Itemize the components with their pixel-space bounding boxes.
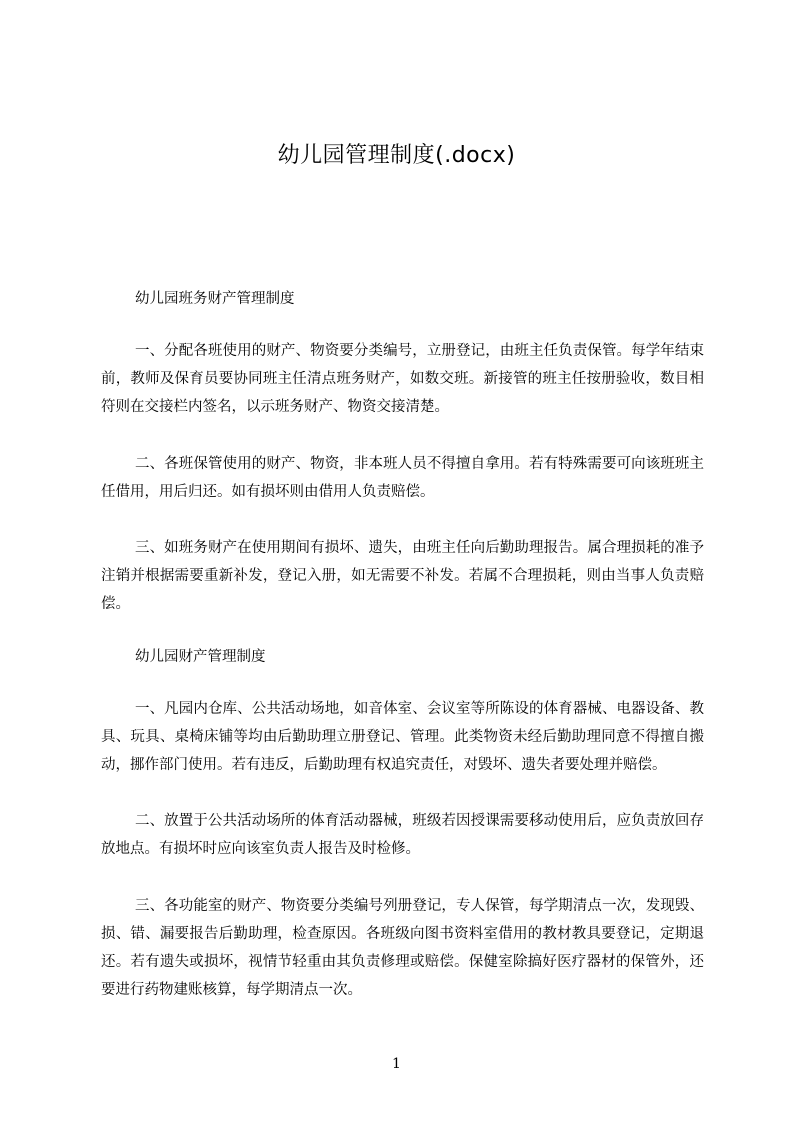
document-title: 幼儿园管理制度(.docx)	[277, 143, 516, 168]
section-heading: 幼儿园班务财产管理制度	[135, 291, 295, 307]
paragraph: 二、放置于公共活动场所的体育活动器械，班级若因授课需要移动使用后，应负责放回存放地点。有损坏时应向该室负责人报告及时检修。	[101, 813, 704, 858]
paragraph: 三、各功能室的财产、物资要分类编号列册登记，专人保管，每学期清点一次，发现毁、损、错、漏要报告后勤助理，检查原因。各班级向图书资料室借用的教材教具要登记，定期退还。若有遗失或损坏，视情节轻重由其负责修理或赔偿。保健室除搞好医疗器材的保管外，还要进行药物建账核算，每学期清点一次。	[101, 897, 704, 999]
spacer	[101, 506, 704, 534]
spacer	[101, 619, 704, 647]
paragraph: 一、分配各班使用的财产、物资要分类编号，立册登记，由班主任负责保管。每学年结束前，教师及保育员要协同班主任清点班务财产，如数交班。新接管的班主任按册验收，数目相符则在交接栏内签名，以示班务财产、物资交接清楚。	[101, 343, 704, 416]
spacer	[101, 779, 704, 807]
paragraph: 三、如班务财产在使用期间有损坏、遗失，由班主任向后勤助理报告。属合理损耗的准予注销并根据需要重新补发，登记入册，如无需要不补发。若属不合理损耗，则由当事人负责赔偿。	[101, 540, 704, 613]
spacer	[101, 309, 704, 337]
spacer	[101, 422, 704, 450]
paragraph: 一、凡园内仓库、公共活动场地，如音体室、会议室等所陈设的体育器械、电器设备、教具、玩具、桌椅床铺等均由后勤助理立册登记、管理。此类物资未经后勤助理同意不得擅自搬动，挪作部门使用。若有违反，后勤助理有权追究责任，对毁坏、遗失者要处理并赔偿。	[101, 700, 704, 774]
page-number: 1	[392, 1056, 401, 1072]
document-body	[101, 289, 704, 1004]
paragraph: 二、各班保管使用的财产、物资，非本班人员不得擅自拿用。若有特殊需要可向该班班主任借用，用后归还。如有损坏则由借用人负责赔偿。	[101, 455, 704, 500]
section-heading: 幼儿园财产管理制度	[135, 648, 266, 665]
spacer	[101, 667, 704, 695]
spacer	[101, 864, 704, 892]
